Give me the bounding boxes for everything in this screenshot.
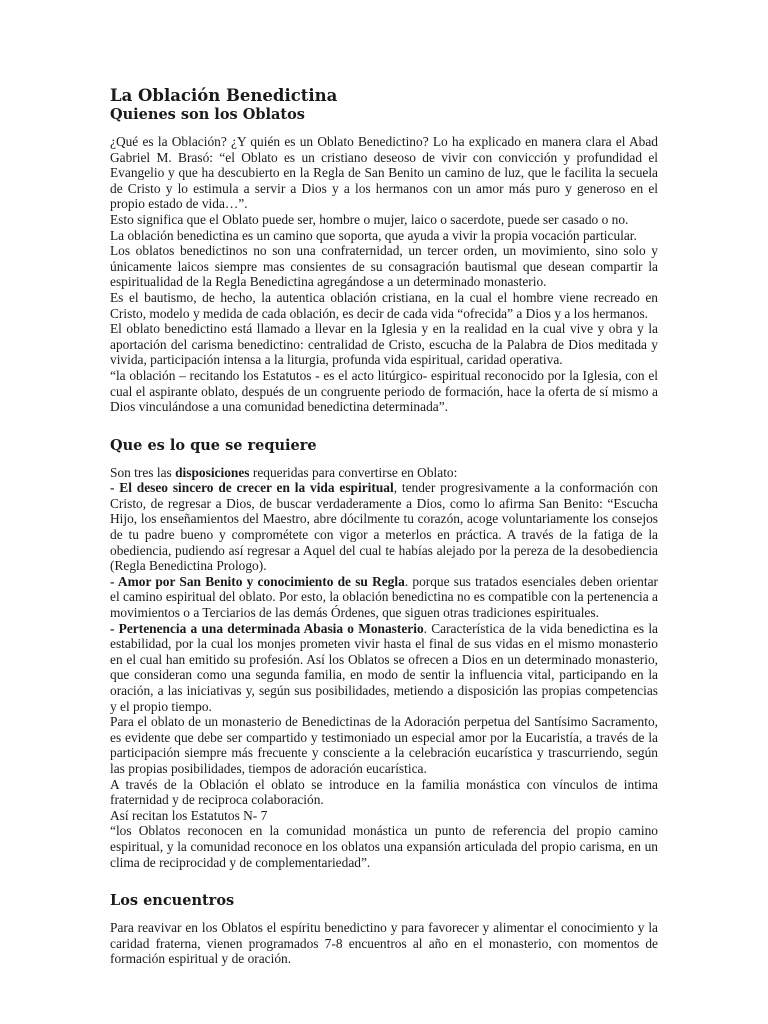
paragraph: Los oblatos benedictinos no son una confraternidad, un tercer orden, un movimiento, sino solo y únicamente laicos siempre mas consientes de su consagración bautismal que desean compartir la espiritualidad de la Regla Benedictina agregándose a un determinado monasterio. [110, 243, 658, 290]
list-item [110, 480, 658, 574]
document-page [110, 86, 658, 967]
paragraph: “la oblación – recitando los Estatutos - es el acto litúrgico- espiritual reconocido por la Iglesia, con el cual el aspirante oblato, después de un congruente periodo de formación, hace la oferta de sí mismo a Dios vinculándose a una comunidad benedictina determinada”. [110, 367, 658, 415]
paragraph: Para reavivar en los Oblatos el espíritu benedictino y para favorecer y alimentar el conocimiento y la caridad fraterna, vienen programados 7-8 encuentros al año en el monasterio, con momentos de formación espiritual y de oración. [110, 920, 658, 967]
text-run: requeridas para convertirse en Oblato: [249, 464, 458, 480]
quote-paragraph: “los Oblatos reconocen en la comunidad monástica un punto de referencia del propio camino espiritual, y la comunidad reconoce en los oblatos una expansión articulada del propio carisma, en un clima de reciprocidad y de complementariedad”. [110, 823, 658, 870]
list-item-text: . Característica de la vida benedictina es la estabilidad, por la cual los monjes prometen vivir hasta el final de sus vidas en el mismo monasterio en el cual han emitido su profesión. Así los Oblatos se ofrecen a Dios en un determinado monasterio, que consideran como una segunda familia, en modo de sentir la influencia vital, participando en la oración, a las iniciativas y, según sus posibilidades, metiendo a disposición las propias competencias y el propio tiempo. [110, 620, 658, 714]
paragraph: Para el oblato de un monasterio de Benedictinas de la Adoración perpetua del Santísimo Sacramento, es evidente que debe ser compartido y testimoniado un especial amor por la Eucaristía, a través de la participación siempre más frecuente y consciente a la celebración eucarística y trascurriendo, según las propias posibilidades, tiempos de adoración eucarística. [110, 714, 658, 776]
text-run: Son tres las [110, 464, 176, 480]
list-item-heading: - Pertenencia a una determinada Abasia o Monasterio [110, 620, 424, 636]
paragraph: A través de la Oblación el oblato se introduce en la familia monástica con vínculos de intima fraternidad y de reciproca colaboración. [110, 776, 658, 808]
list-item [110, 621, 658, 715]
list-item-text: . porque sus tratados esenciales deben orientar el camino espiritual del oblato. Por esto, la oblación benedictina no es compatible con la pertenencia a movimientos o a Terciarios de las demás Órdenes, que siguen otras tradiciones espirituales. [110, 573, 658, 621]
paragraph [110, 465, 658, 481]
section-heading-encuentros: Los encuentros [110, 892, 235, 910]
list-item-heading: - El deseo sincero de crecer en la vida espiritual [110, 480, 394, 496]
bold-term: disposiciones [175, 464, 250, 480]
list-item-heading: - Amor por San Benito y conocimiento de su Regla [110, 573, 405, 589]
paragraph: Así recitan los Estatutos N- 7 [110, 807, 268, 823]
paragraph: ¿Qué es la Oblación? ¿Y quién es un Oblato Benedictino? Lo ha explicado en manera clara el Abad Gabriel M. Brasó: “el Oblato es un cristiano deseoso de vivir con convicción y profundidad el Evangelio y que ha descubierto en la Regla de San Benito un camino de luz, que le facilita la secuela de Cristo y lo estimula a servir a Dios y a los hermanos con un amor más puro y generoso en el propio estado de vida…”. [110, 134, 658, 212]
paragraph: Es el bautismo, de hecho, la autentica oblación cristiana, en la cual el hombre viene recreado en Cristo, modelo y medida de cada oblación, es decir de cada vida “ofrecida” a Dios y a los hermanos. [110, 289, 658, 321]
section-heading-requisitos: Que es lo que se requiere [110, 436, 317, 454]
document-title: La Oblación Benedictina [110, 86, 338, 105]
paragraph: El oblato benedictino está llamado a llevar en la Iglesia y en la realidad en la cual vive y obra y la aportación del carisma benedictino: centralidad de Cristo, escucha de la Palabra de Dios meditada y vivida, participación intensa a la liturgia, profunda vida espiritual, caridad operativa. [110, 321, 658, 368]
paragraph: Esto significa que el Oblato puede ser, hombre o mujer, laico o sacerdote, puede ser casado o no. [110, 211, 629, 227]
list-item [110, 574, 658, 621]
paragraph: La oblación benedictina es un camino que soporta, que ayuda a vivir la propia vocación particular. [110, 227, 637, 243]
list-item-text: , tender progresivamente a la conformación con Cristo, de regresar a Dios, de buscar verdaderamente a Dios, como lo afirma San Benito: “Escucha Hijo, los enseñamientos del Maestro, abre dócilmente tu corazón, acoge voluntariamente los consejos de tu padre bueno y comprométete con vigor a meterlos en práctica. A través de la fatiga de la obediencia, pudiendo así regresar a Aquel del cual te habías alejado por la pereza de la desobediencia (Regla Benedictina Prologo). [110, 480, 658, 574]
section-heading-quienes: Quienes son los Oblatos [110, 106, 305, 123]
